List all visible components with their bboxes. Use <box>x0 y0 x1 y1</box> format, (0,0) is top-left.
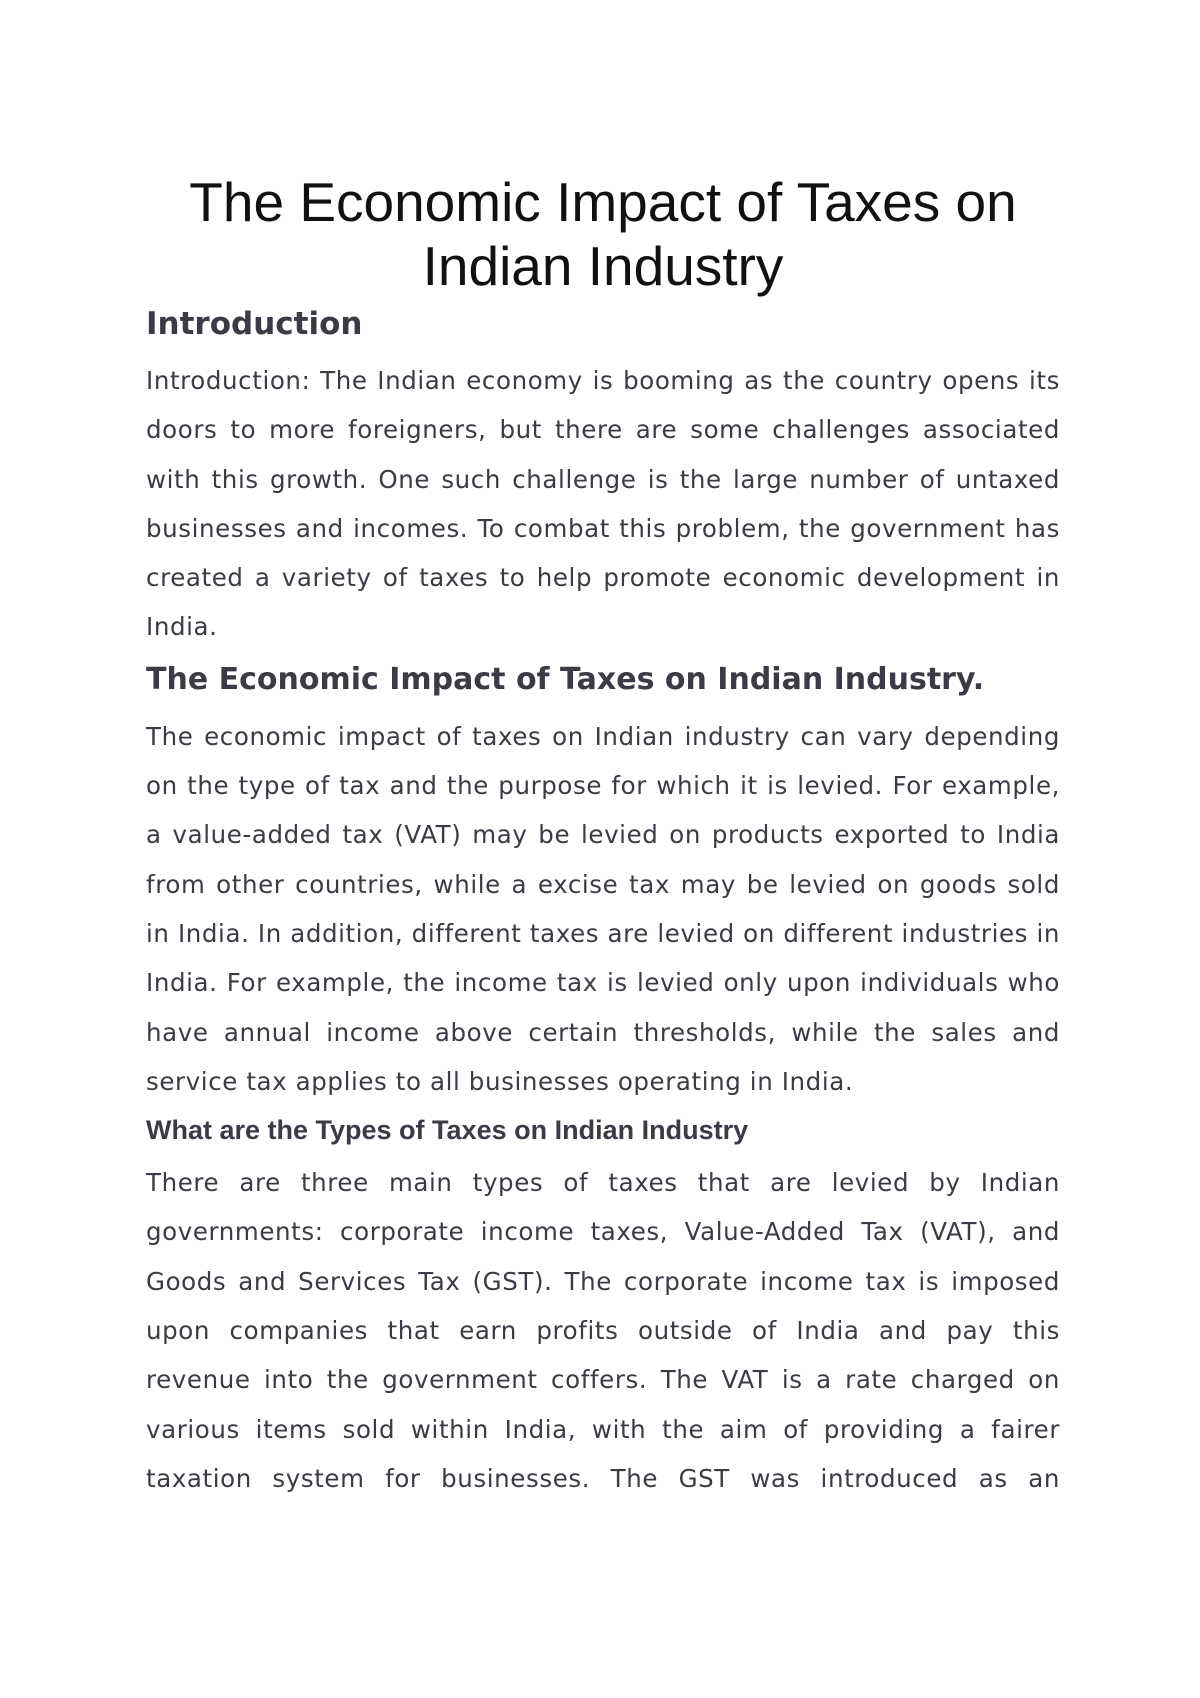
types-paragraph: There are three main types of taxes that are levied by Indian governments: corporate income taxes, Value-Added Tax (VAT), and Goods and Services Tax (GST). The corporate income tax is imposed upon companies that earn profits outside of India and pay this revenue into the government coffers. The VAT is a rate charged on various items sold within India, with the aim of providing a fairer taxation system for businesses. The GST was introduced as an <box>146 1168 1060 1493</box>
introduction-heading: Introduction <box>146 306 363 342</box>
impact-heading: The Economic Impact of Taxes on Indian Industry. <box>146 661 985 697</box>
document-title: The Economic Impact of Taxes on Indian Industry <box>189 171 1017 297</box>
types-heading: What are the Types of Taxes on Indian Industry <box>146 1115 749 1146</box>
introduction-paragraph: Introduction: The Indian economy is booming as the country opens its doors to more foreigners, but there are some challenges associated with this growth. One such challenge is the large number of untaxed businesses and incomes. To combat this problem, the government has created a variety of taxes to help promote economic development in India. <box>146 366 1060 642</box>
impact-paragraph: The economic impact of taxes on Indian industry can vary depending on the type of tax and the purpose for which it is levied. For example, a value-added tax (VAT) may be levied on products exported to India from other countries, while a excise tax may be levied on goods sold in India. In addition, different taxes are levied on different industries in India. For example, the income tax is levied only upon individuals who have annual income above certain thresholds, while the sales and service tax applies to all businesses operating in India. <box>146 721 1060 1096</box>
document-page <box>146 170 1060 1503</box>
